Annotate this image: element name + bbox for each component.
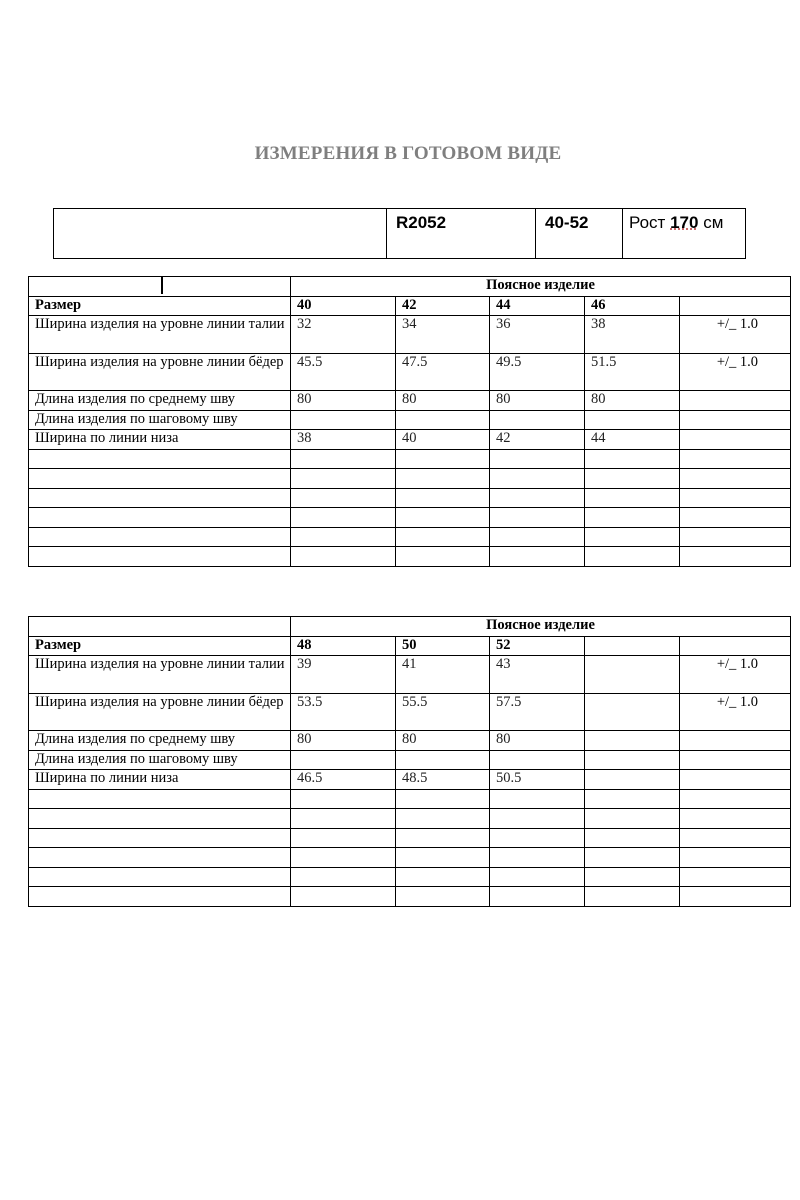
- group-blank-cell: [29, 277, 291, 297]
- empty-cell: [680, 547, 791, 567]
- empty-cell: [291, 449, 396, 469]
- group-header-row: [29, 277, 791, 297]
- empty-cell: [29, 469, 291, 489]
- measurement-row: [29, 693, 791, 731]
- measurement-value: [291, 410, 396, 430]
- empty-cell: [490, 848, 585, 868]
- measurement-value: 80: [490, 731, 585, 751]
- size-header-cell: 48: [291, 636, 396, 656]
- measurements-table-1: [28, 276, 791, 567]
- size-header-cell: [680, 296, 791, 316]
- empty-cell: [585, 508, 680, 528]
- tolerance-cell: [680, 770, 791, 790]
- empty-cell: [291, 488, 396, 508]
- empty-cell: [291, 828, 396, 848]
- empty-row: [29, 809, 791, 829]
- empty-row: [29, 887, 791, 907]
- empty-cell: [490, 508, 585, 528]
- empty-cell: [490, 449, 585, 469]
- measurement-value: 32: [291, 316, 396, 354]
- height-prefix: Рост: [629, 213, 666, 232]
- empty-cell: [29, 547, 291, 567]
- empty-cell: [29, 527, 291, 547]
- measurement-label: Длина изделия по среднему шву: [29, 731, 291, 751]
- empty-cell: [291, 508, 396, 528]
- tolerance-cell: [680, 391, 791, 411]
- empty-cell: [585, 449, 680, 469]
- measurement-row: [29, 770, 791, 790]
- empty-cell: [490, 547, 585, 567]
- empty-cell: [29, 848, 291, 868]
- measurement-label: Ширина изделия на уровне линии бёдер: [29, 693, 291, 731]
- measurement-value: 50.5: [490, 770, 585, 790]
- measurement-value: [585, 770, 680, 790]
- empty-cell: [680, 848, 791, 868]
- empty-cell: [396, 547, 490, 567]
- measurement-value: 53.5: [291, 693, 396, 731]
- empty-cell: [396, 469, 490, 489]
- size-header-cell: 40: [291, 296, 396, 316]
- empty-cell: [585, 789, 680, 809]
- size-label: Размер: [29, 296, 291, 316]
- empty-cell: [585, 867, 680, 887]
- measurement-value: 42: [490, 430, 585, 450]
- model-code: R2052: [387, 209, 536, 258]
- measurement-value: 49.5: [490, 353, 585, 391]
- empty-row: [29, 508, 791, 528]
- empty-cell: [291, 789, 396, 809]
- tolerance-cell: +/_ 1.0: [680, 353, 791, 391]
- empty-cell: [29, 789, 291, 809]
- measurement-value: [585, 750, 680, 770]
- empty-cell: [29, 887, 291, 907]
- empty-cell: [680, 867, 791, 887]
- size-header-cell: 52: [490, 636, 585, 656]
- measurement-row: [29, 656, 791, 694]
- empty-cell: [680, 508, 791, 528]
- measurement-value: [585, 693, 680, 731]
- empty-cell: [291, 547, 396, 567]
- empty-row: [29, 469, 791, 489]
- measurement-value: [490, 410, 585, 430]
- measurement-label: Ширина изделия на уровне линии талии: [29, 316, 291, 354]
- measurement-value: 45.5: [291, 353, 396, 391]
- measurement-label: Ширина по линии низа: [29, 770, 291, 790]
- empty-cell: [396, 508, 490, 528]
- empty-cell: [396, 828, 490, 848]
- size-header-cell: [585, 636, 680, 656]
- empty-cell: [585, 887, 680, 907]
- measurement-value: 38: [585, 316, 680, 354]
- empty-cell: [396, 488, 490, 508]
- measurement-value: 47.5: [396, 353, 490, 391]
- measurement-value: 80: [291, 391, 396, 411]
- empty-cell: [291, 527, 396, 547]
- empty-cell: [291, 809, 396, 829]
- empty-cell: [585, 848, 680, 868]
- measurement-row: [29, 430, 791, 450]
- empty-cell: [396, 449, 490, 469]
- empty-cell: [490, 469, 585, 489]
- tolerance-cell: +/_ 1.0: [680, 316, 791, 354]
- empty-row: [29, 547, 791, 567]
- empty-row: [29, 488, 791, 508]
- empty-cell: [29, 828, 291, 848]
- empty-cell: [490, 828, 585, 848]
- empty-cell: [585, 527, 680, 547]
- size-header-cell: 44: [490, 296, 585, 316]
- measurement-value: [291, 750, 396, 770]
- measurement-label: Длина изделия по шаговому шву: [29, 750, 291, 770]
- product-header: [53, 208, 746, 259]
- tolerance-cell: +/_ 1.0: [680, 693, 791, 731]
- measurement-value: 51.5: [585, 353, 680, 391]
- measurement-value: 48.5: [396, 770, 490, 790]
- measurement-row: [29, 353, 791, 391]
- page-title: ИЗМЕРЕНИЯ В ГОТОВОМ ВИДЕ: [254, 143, 562, 164]
- measurement-label: Ширина изделия на уровне линии бёдер: [29, 353, 291, 391]
- size-header-cell: [680, 636, 791, 656]
- height-value: 170: [670, 213, 699, 232]
- measurement-value: [396, 410, 490, 430]
- measurement-label: Ширина по линии низа: [29, 430, 291, 450]
- measurement-label: Длина изделия по среднему шву: [29, 391, 291, 411]
- height-cell: [623, 209, 745, 258]
- measurement-value: 80: [396, 731, 490, 751]
- empty-cell: [680, 789, 791, 809]
- empty-row: [29, 828, 791, 848]
- empty-cell: [490, 887, 585, 907]
- measurement-value: 43: [490, 656, 585, 694]
- empty-cell: [680, 449, 791, 469]
- measurement-value: [396, 750, 490, 770]
- group-blank-cell: [29, 617, 291, 637]
- measurement-row: [29, 731, 791, 751]
- empty-cell: [29, 867, 291, 887]
- measurement-value: 41: [396, 656, 490, 694]
- empty-cell: [396, 789, 490, 809]
- measurement-value: 38: [291, 430, 396, 450]
- empty-cell: [396, 527, 490, 547]
- measurement-value: 39: [291, 656, 396, 694]
- size-label: Размер: [29, 636, 291, 656]
- header-blank-cell: [54, 209, 387, 258]
- empty-cell: [585, 488, 680, 508]
- measurement-value: [585, 410, 680, 430]
- tolerance-cell: [680, 731, 791, 751]
- empty-cell: [585, 469, 680, 489]
- measurement-value: 80: [291, 731, 396, 751]
- empty-cell: [490, 867, 585, 887]
- empty-cell: [29, 809, 291, 829]
- empty-cell: [585, 547, 680, 567]
- measurement-value: 34: [396, 316, 490, 354]
- measurement-value: [490, 750, 585, 770]
- group-header-row: [29, 617, 791, 637]
- measurement-value: 40: [396, 430, 490, 450]
- empty-cell: [396, 887, 490, 907]
- empty-cell: [29, 449, 291, 469]
- empty-cell: [490, 789, 585, 809]
- group-title: Поясное изделие: [291, 277, 791, 297]
- measurement-label: Длина изделия по шаговому шву: [29, 410, 291, 430]
- size-header-cell: 46: [585, 296, 680, 316]
- measurements-table-2: [28, 616, 791, 907]
- size-range: 40-52: [536, 209, 623, 258]
- measurement-row: [29, 316, 791, 354]
- tolerance-cell: [680, 410, 791, 430]
- empty-row: [29, 789, 791, 809]
- measurement-value: 80: [585, 391, 680, 411]
- empty-cell: [680, 809, 791, 829]
- empty-cell: [396, 867, 490, 887]
- size-row: [29, 636, 791, 656]
- size-row: [29, 296, 791, 316]
- measurement-row: [29, 750, 791, 770]
- measurement-value: [585, 731, 680, 751]
- tolerance-cell: [680, 430, 791, 450]
- empty-cell: [29, 508, 291, 528]
- measurement-value: [585, 656, 680, 694]
- empty-row: [29, 867, 791, 887]
- group-title: Поясное изделие: [291, 617, 791, 637]
- empty-cell: [291, 867, 396, 887]
- measurement-value: 46.5: [291, 770, 396, 790]
- empty-cell: [396, 848, 490, 868]
- measurement-row: [29, 391, 791, 411]
- empty-row: [29, 527, 791, 547]
- empty-cell: [291, 469, 396, 489]
- empty-cell: [291, 848, 396, 868]
- empty-cell: [680, 527, 791, 547]
- measurement-value: 55.5: [396, 693, 490, 731]
- empty-cell: [585, 828, 680, 848]
- size-header-cell: 50: [396, 636, 490, 656]
- empty-cell: [291, 887, 396, 907]
- tolerance-cell: [680, 750, 791, 770]
- empty-cell: [680, 887, 791, 907]
- empty-cell: [680, 488, 791, 508]
- measurement-value: 80: [490, 391, 585, 411]
- height-unit: см: [703, 213, 724, 232]
- empty-row: [29, 848, 791, 868]
- empty-row: [29, 449, 791, 469]
- measurement-value: 80: [396, 391, 490, 411]
- measurement-value: 57.5: [490, 693, 585, 731]
- empty-cell: [680, 828, 791, 848]
- measurement-row: [29, 410, 791, 430]
- empty-cell: [490, 527, 585, 547]
- empty-cell: [396, 809, 490, 829]
- measurement-value: 36: [490, 316, 585, 354]
- tolerance-cell: +/_ 1.0: [680, 656, 791, 694]
- measurement-label: Ширина изделия на уровне линии талии: [29, 656, 291, 694]
- empty-cell: [490, 809, 585, 829]
- empty-cell: [29, 488, 291, 508]
- empty-cell: [680, 469, 791, 489]
- size-header-cell: 42: [396, 296, 490, 316]
- empty-cell: [490, 488, 585, 508]
- measurement-value: 44: [585, 430, 680, 450]
- empty-cell: [585, 809, 680, 829]
